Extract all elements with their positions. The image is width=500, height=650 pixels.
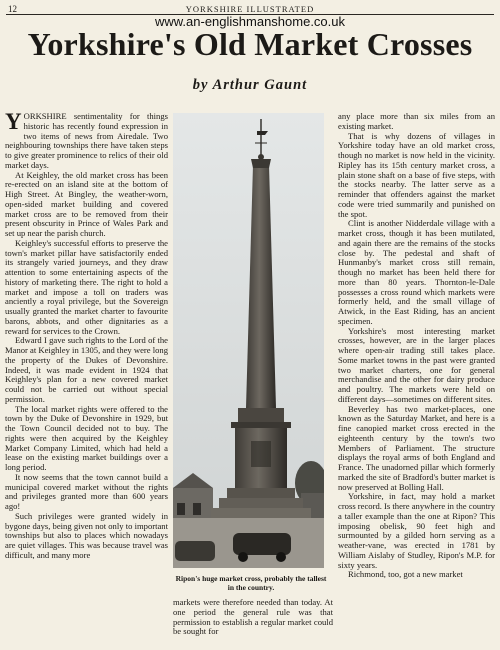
- watermark-url: www.an-englishmanshome.co.uk: [154, 14, 346, 29]
- market-cross-photo: [173, 113, 324, 568]
- right-paragraph-3: Clint is another Nidderdale village with a market cross, though it has been mutilated, and again there are the remains of the stocks close by. The pedestal and shaft of Hunmanby's market cross still remain, though no market has been held there for more than 80 years. Thornton-le-Dale possesses a cross round which markets were formerly held, and the small village of Atwick, in the East Riding, has an ancient specimen.: [338, 218, 495, 326]
- left-paragraph-4: Edward I gave such rights to the Lord of the Manor at Keighley in 1305, and they were long the property of the Dukes of Devonshire. Indeed, it was made evident in 1924 that Keighley's plan for a new covered market could not be carried out without special permission.: [5, 335, 168, 404]
- right-paragraph-7: Richmond, too, got a new market: [348, 569, 463, 580]
- right-paragraph-4: Yorkshire's most interesting market crosses, however, are in the larger places where open-air trading still takes place. Some market towns in the past were granted two market charters, one for general merchandise and the other for dairy produce and poultry. The markets were held on different days—sometimes on different sites.: [338, 325, 495, 404]
- article-byline: by Arthur Gaunt: [192, 77, 308, 93]
- left-paragraph-6: It now seems that the town cannot build a municipal covered market without the rights and privileges granted more than 600 years ago!: [5, 471, 168, 511]
- middle-column: [173, 598, 333, 648]
- left-column: [5, 112, 168, 648]
- drop-cap: Y: [5, 112, 22, 134]
- market-cross-illustration: [173, 113, 324, 568]
- right-paragraph-6: Yorkshire, in fact, may hold a market cross record. Is there anywhere in the country a taller example than the one at Ripon? This imposing obelisk, 90 feet high and surmounted by a gilded horn serving as a weather-vane, was erected in 1781 by William Aislaby of Studley, Ripon's M.P. for sixty years.: [338, 491, 495, 570]
- left-paragraph-3: Keighley's successful efforts to preserve the town's market pillar have satisfactorily ended its strangely varied journeys, and they draw attention to some entertaining aspects of the history of marketing there. The right to hold a market and impose a toll on traders was anciently a royal privilege, but the Sovereign usually granted the market charter to favourite barons, abbots, and other dignitaries as a reward for services to the Crown.: [5, 237, 168, 336]
- right-paragraph-1: any place more than six miles from an existing market.: [338, 112, 495, 131]
- article-headline: Yorkshire's Old Market Crosses: [27, 26, 473, 62]
- right-paragraph-5: Beverley has two market-places, one known as the Saturday Market, and here is a fine canopied market cross erected in the eighteenth century by the town's two Members of Parliament. The structure displays the royal arms of both England and France. The unadorned pillar which formerly marked the site of Bradford's butter market is now preserved at Bolling Hall.: [338, 403, 495, 492]
- left-paragraph-1: YORKSHIRE sentimentality for things historic has recently found expression in two items of news from Airedale. Two neighbouring townships there have taken steps to give greater prominence to relics of their old market days.: [5, 112, 168, 170]
- right-column: [338, 112, 495, 648]
- running-title: YORKSHIRE ILLUSTRATED: [185, 4, 315, 14]
- left-paragraph-5: The local market rights were offered to the town by the Duke of Devonshire in 1929, but the Town Council decided not to buy. The rights were then acquired by the Keighley Market Company Limited, which had held a lease on the existing market buildings over a long period.: [5, 403, 168, 472]
- middle-paragraph-1: markets were therefore needed than today. At one period the general rule was that permission to establish a regular market could be sought for: [173, 598, 333, 637]
- left-paragraph-2: At Keighley, the old market cross has been re-erected on an island site at the bottom of High Street. At Bingley, the weather-worn, open-sided market building and covered market cross are to be removed from their present obscurity in Prince of Wales Park and set up near the parish church.: [5, 169, 168, 238]
- left-paragraph-7: Such privileges were granted widely in bygone days, being given not only to important townships but also to places which nowadays are quiet villages. This was because travel was difficult, and many more: [5, 510, 168, 560]
- photo-caption: Ripon's huge market cross, probably the tallest in the country.: [175, 574, 327, 592]
- page-number: 12: [8, 4, 17, 14]
- right-paragraph-2: That is why dozens of villages in Yorkshire today have an old market cross, though no market is now held in the vicinity. Ripley has its 15th century market cross, a plain stone shaft on a base of five steps, with the stocks nearby. The latter serve as a reminder that offenders against the market code were tried summarily and punished on the spot.: [338, 130, 495, 219]
